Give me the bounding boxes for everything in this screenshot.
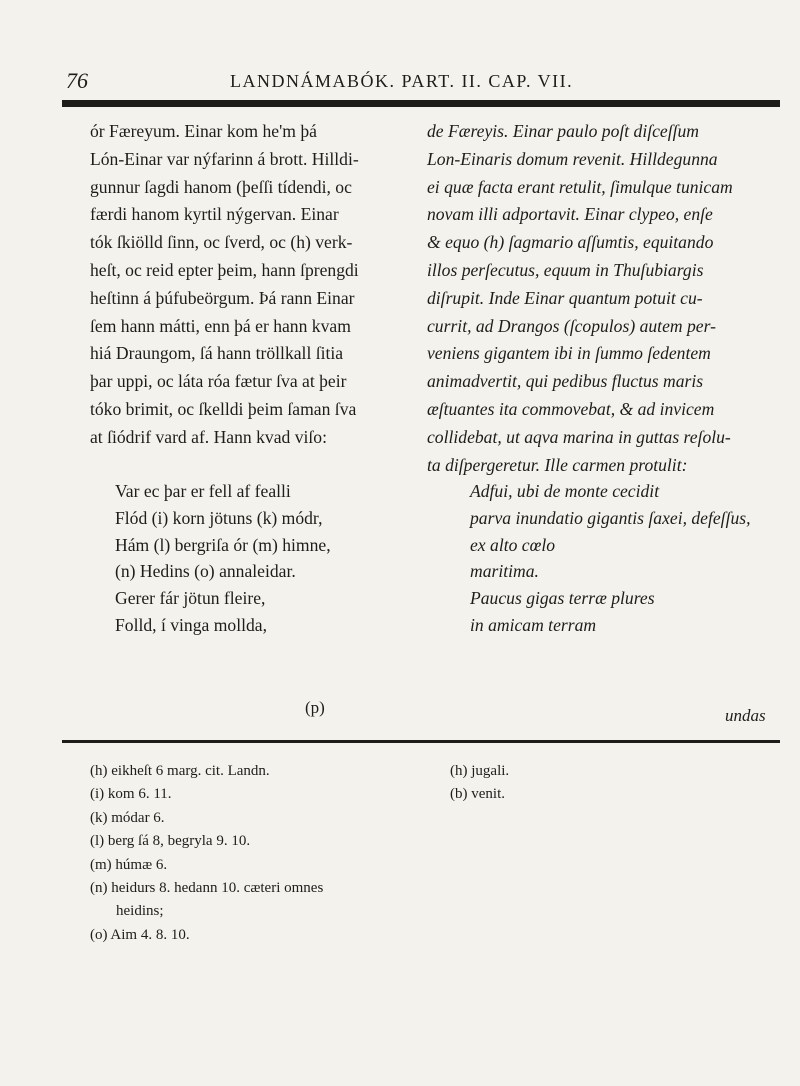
footnote: (o) Aim 4. 8. 10. [90,926,190,943]
latin-prose [427,118,787,479]
verse-line: parva inundatio gigantis ſaxei, defeſſus, [470,507,751,528]
footnote: (k) módar 6. [90,809,165,826]
prose-line: diſrupit. Inde Einar quantum potuit cu- [427,287,703,308]
verse-line: Gerer fár jötun fleire, [115,588,266,609]
prose-line: ei quæ facta erant retulit, ſimulque tunicam [427,176,733,197]
prose-line: novam illi adportavit. Einar clypeo, enſe [427,204,713,225]
header-rule [62,100,780,107]
verse-line: (n) Hedins (o) annaleidar. [115,561,296,582]
prose-line: heſt, oc reid epter þeim, hann ſprengdi [90,259,359,280]
prose-line: at ſiódrif vard af. Hann kvad viſo: [90,426,327,447]
footnote: (n) heidurs 8. hedann 10. cæteri omnes [90,880,324,897]
prose-line: & equo (h) ſagmario aſſumtis, equitando [427,232,714,253]
prose-line: heſtinn á þúfubeörgum. Þá rann Einar [90,287,355,308]
footnote: heidins; [116,903,164,920]
prose-line: illos perſecutus, equum in Thuſubiargis [427,259,704,280]
verse-line: Var ec þar er fell af fealli [115,481,291,501]
latin-verse [470,478,751,639]
footnote: (i) kom 6. 11. [90,786,172,803]
verse-line: ex alto cœlo [470,534,556,555]
prose-line: animadvertit, qui pedibus fluctus maris [427,371,704,392]
verse-line: in amicam terram [470,614,597,635]
verse-line: Folld, í vinga mollda, [115,614,267,635]
prose-line: collidebat, ut aqva marina in guttas reſolu- [427,426,731,447]
footnote: (h) eikheſt 6 marg. cit. Landn. [90,763,270,779]
verse-line: Paucus gigas terræ plures [470,588,655,609]
footnote: (h) jugali. [450,763,510,779]
prose-line: ta diſpergeretur. Ille carmen protulit: [427,454,688,475]
prose-line: ſem hann mátti, enn þá er hann kvam [90,315,351,336]
prose-line: þar uppi, oc láta róa fætur ſva at þeir [90,371,347,392]
footnotes-left [90,760,420,947]
verse-line: maritima. [470,561,539,582]
prose-line: veniens gigantem ibi in ſummo ſedentem [427,343,711,364]
old-norse-verse [115,478,331,639]
verse-line: Flód (i) korn jötuns (k) módr, [115,507,323,528]
footnotes-right [450,760,700,807]
footnote: (l) berg ſá 8, begryla 9. 10. [90,833,251,850]
page-number: 76 [66,68,88,93]
prose-line: Lón-Einar var nýfarinn á brott. Hilldi- [90,148,359,169]
footnote-rule [62,740,780,743]
running-head: LANDNÁMABÓK. PART. II. CAP. VII. [230,71,574,91]
signature-mark: (p) [305,698,325,717]
footnote: (b) venit. [450,786,505,803]
prose-line: currit, ad Drangos (ſcopulos) autem per- [427,315,716,336]
prose-line: tók ſkiölld ſinn, oc ſverd, oc (h) verk- [90,232,353,253]
prose-line: æſtuantes ita commovebat, & ad invicem [427,398,715,419]
footnote: (m) húmæ 6. [90,856,168,873]
prose-line: ór Færeyum. Einar kom he'm þá [90,121,317,141]
prose-line: hiá Draungom, ſá hann tröllkall ſitia [90,343,344,364]
old-norse-prose [90,118,410,452]
verse-line: Hám (l) bergriſa ór (m) himne, [115,534,331,555]
prose-line: Lon-Einaris domum revenit. Hilldegunna [427,148,718,169]
prose-line: tóko brimit, oc ſkelldi þeim ſaman ſva [90,398,357,419]
verse-line: Adfui, ubi de monte cecidit [470,481,660,501]
prose-line: de Færeyis. Einar paulo poſt diſceſſum [427,121,700,141]
prose-line: færdi hanom kyrtil nýgervan. Einar [90,204,339,225]
prose-line: gunnur ſagdi hanom (þeſſi tídendi, oc [90,176,352,197]
catchword: undas [725,706,766,725]
